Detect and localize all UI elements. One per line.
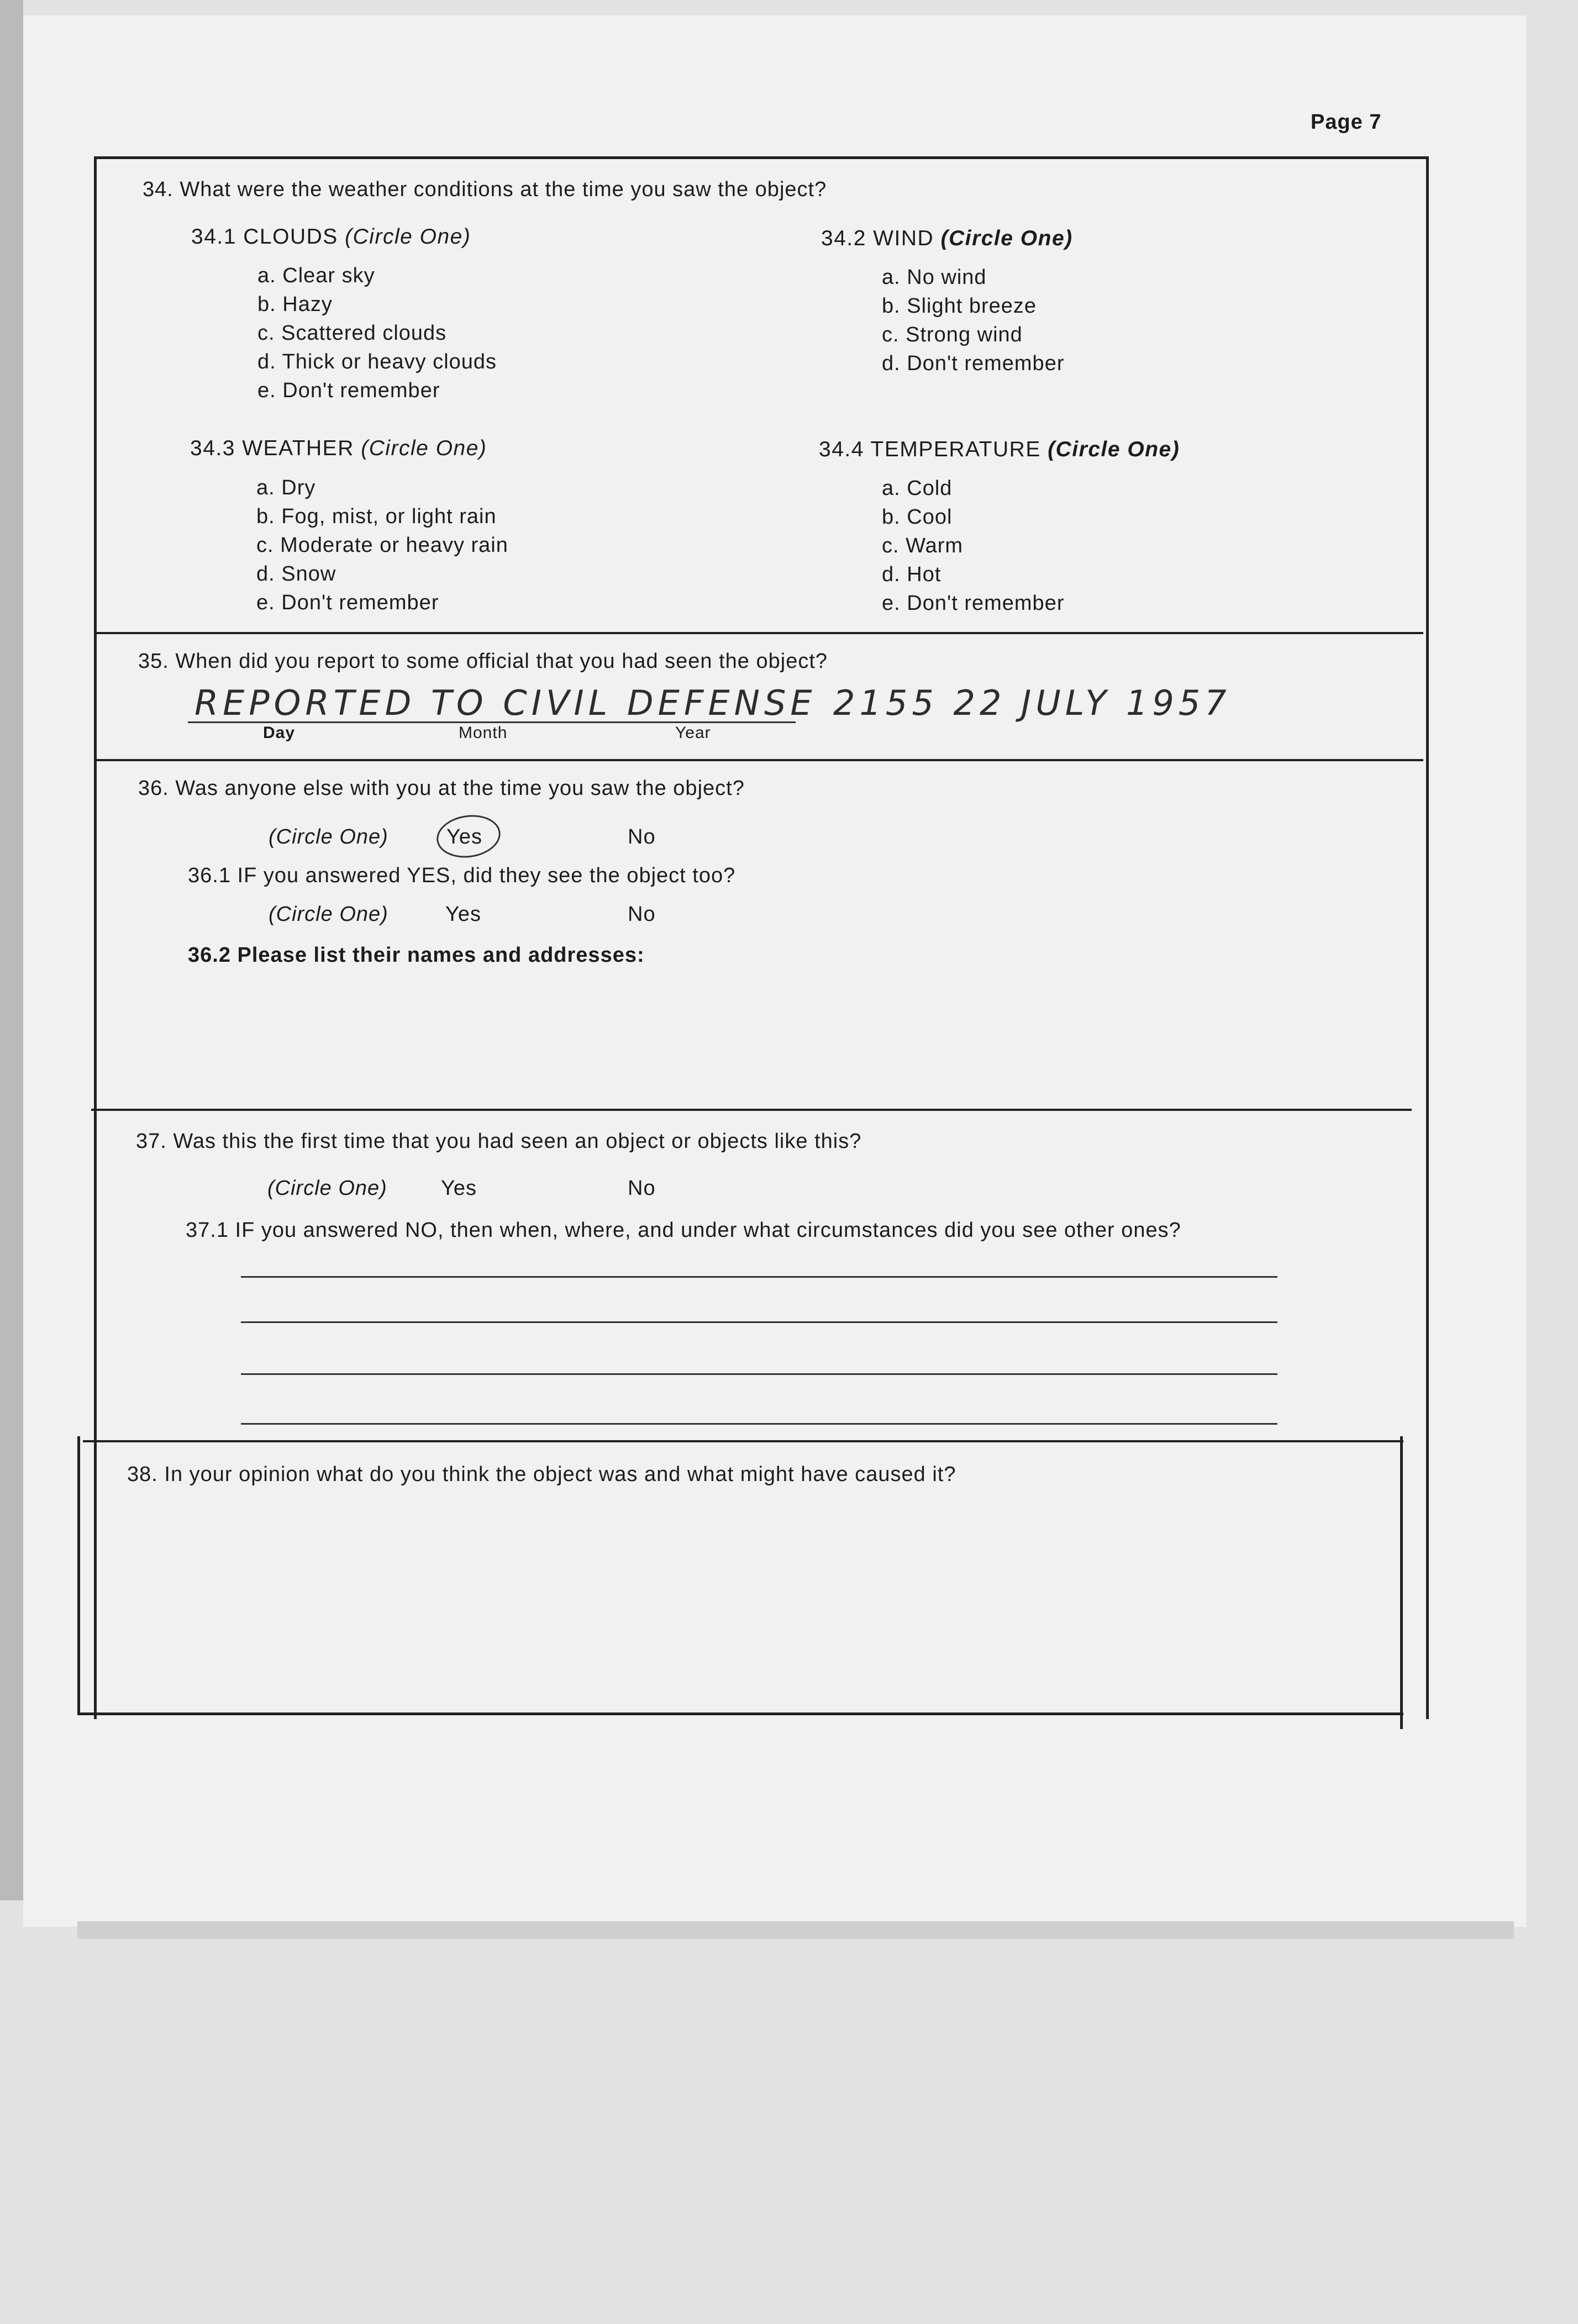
label-day: Day [263, 724, 296, 742]
form-frame-left-lower [77, 1436, 80, 1715]
q36-1-circle-label: (Circle One) [269, 903, 388, 926]
clouds-option-e: e. Don't remember [257, 379, 440, 402]
temperature-option-e: e. Don't remember [882, 592, 1065, 615]
wind-option-a: a. No wind [882, 266, 987, 289]
weather-option-b: b. Fog, mist, or light rain [256, 505, 497, 528]
answer-line-37-2 [241, 1321, 1277, 1323]
question-36: 36. Was anyone else with you at the time you saw the object? [138, 777, 745, 800]
form-frame-bottom [77, 1712, 1403, 1715]
answer-line-37-1 [241, 1276, 1277, 1278]
temperature-heading [819, 438, 1180, 462]
temperature-instruction: (Circle One) [1048, 438, 1180, 461]
form-frame-right-lower [1400, 1436, 1403, 1729]
wind-instruction: (Circle One) [940, 226, 1073, 250]
answer-line-35 [188, 721, 796, 723]
wind-heading [821, 226, 1073, 251]
section-divider-35 [94, 632, 1423, 634]
temperature-option-a: a. Cold [882, 477, 953, 500]
label-year: Year [675, 724, 711, 742]
section-divider-37 [91, 1109, 1412, 1111]
scan-left-edge [0, 0, 23, 1900]
weather-option-c: c. Moderate or heavy rain [256, 534, 508, 557]
wind-option-d: d. Don't remember [882, 352, 1065, 375]
clouds-number: 34.1 [191, 225, 236, 249]
weather-instruction: (Circle One) [361, 436, 487, 460]
temperature-title: TEMPERATURE [870, 438, 1041, 461]
question-38: 38. In your opinion what do you think the object was and what might have caused it? [127, 1463, 956, 1486]
q36-circle-label: (Circle One) [269, 825, 388, 849]
question-35: 35. When did you report to some official that you had seen the object? [138, 650, 828, 673]
question-36-2: 36.2 Please list their names and addresses: [188, 944, 645, 967]
weather-option-e: e. Don't remember [256, 591, 439, 614]
section-divider-38 [83, 1440, 1403, 1442]
q36-1-yes-option: Yes [445, 903, 481, 926]
clouds-option-c: c. Scattered clouds [257, 322, 447, 345]
clouds-heading [191, 225, 471, 249]
temperature-option-c: c. Warm [882, 534, 964, 557]
wind-title: WIND [873, 226, 934, 250]
q36-yes-option: Yes [446, 825, 482, 849]
question-37-1: 37.1 IF you answered NO, then when, where, and under what circumstances did you see other ones? [186, 1219, 1181, 1242]
question-34: 34. What were the weather conditions at the time you saw the object? [143, 178, 827, 201]
temperature-option-d: d. Hot [882, 563, 941, 586]
q37-yes-option: Yes [441, 1177, 477, 1200]
wind-number: 34.2 [821, 226, 866, 250]
answer-line-37-3 [241, 1373, 1277, 1375]
question-36-1: 36.1 IF you answered YES, did they see the object too? [188, 864, 736, 887]
clouds-option-d: d. Thick or heavy clouds [257, 350, 497, 373]
temperature-option-b: b. Cool [882, 505, 953, 529]
q37-no-option: No [628, 1177, 656, 1200]
handwritten-report-date: 2155 22 JULY 1957 [833, 683, 1231, 723]
q36-no-option: No [628, 825, 656, 849]
clouds-title: CLOUDS [243, 225, 338, 249]
weather-heading [190, 436, 487, 461]
answer-line-37-4 [241, 1423, 1277, 1425]
wind-option-c: c. Strong wind [882, 323, 1023, 346]
q37-circle-label: (Circle One) [267, 1177, 387, 1200]
handwritten-report-answer: REPORTED TO CIVIL DEFENSE [194, 683, 817, 723]
page-bottom-shadow [77, 1921, 1514, 1939]
q36-1-no-option: No [628, 903, 656, 926]
weather-title: WEATHER [242, 436, 354, 460]
label-month: Month [459, 724, 508, 742]
clouds-option-a: a. Clear sky [257, 264, 375, 287]
clouds-option-b: b. Hazy [257, 293, 333, 316]
section-divider-36 [94, 759, 1423, 761]
weather-option-a: a. Dry [256, 476, 316, 499]
weather-number: 34.3 [190, 436, 235, 460]
wind-option-b: b. Slight breeze [882, 294, 1037, 318]
question-37: 37. Was this the first time that you had seen an object or objects like this? [136, 1130, 862, 1153]
weather-option-d: d. Snow [256, 562, 336, 586]
page-number: Page 7 [1311, 110, 1382, 134]
temperature-number: 34.4 [819, 438, 864, 461]
clouds-instruction: (Circle One) [345, 225, 471, 249]
